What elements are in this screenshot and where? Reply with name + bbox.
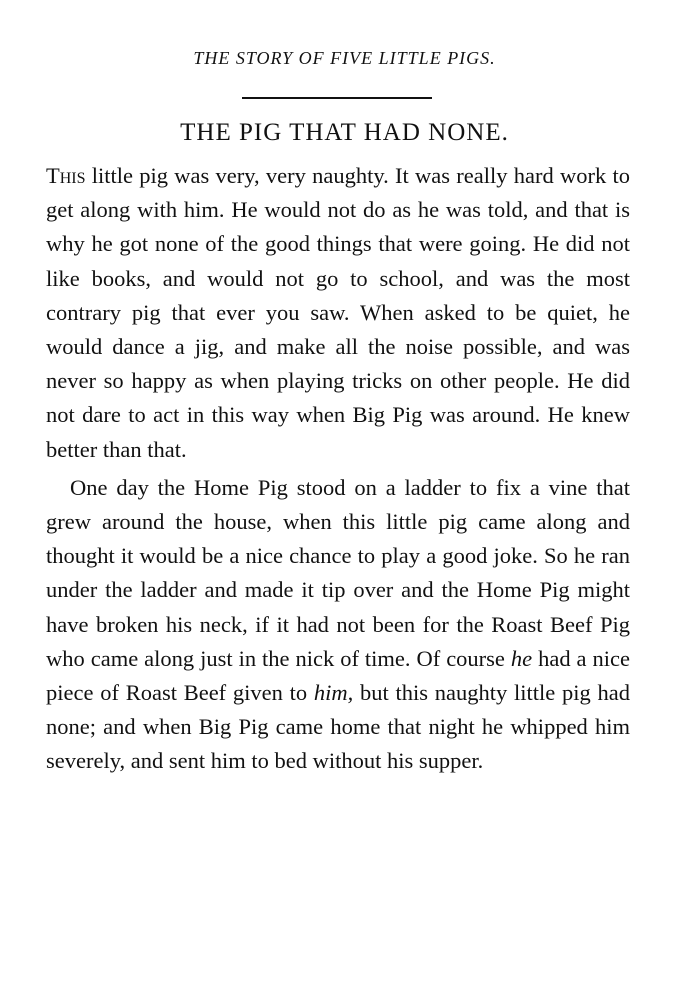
running-head: THE STORY OF FIVE LITTLE PIGS. xyxy=(193,48,496,68)
paragraph-2-text-b: had a nice piece of Roast Beef given to xyxy=(46,645,630,706)
paragraph-2-text-c: but this naughty little pig had none; and when Big Pig came home that night he whipped him severely, and sent him to bed without his supper. xyxy=(46,680,630,774)
paragraph-lead-word: This xyxy=(46,163,86,188)
paragraph-1 xyxy=(46,159,630,467)
emphasis-he: he xyxy=(510,645,533,671)
emphasis-him: him, xyxy=(313,680,354,706)
paragraph-2-text-a: One day the Home Pig stood on a ladder to fix a vine that grew around the house, when this little pig came along and thought it would be a nice chance to play a good joke. So he ran under the ladder and made it tip over and the Home Pig might have broken his neck, if it had not been for the Roast Beef Pig who came along just in the nick of time. Of course xyxy=(46,474,630,671)
paragraph-1-text: little pig was very, very naughty. It was really hard work to get along with him. He would not do as he was told, and that is why he got none of the good things that were going. He did not like books, and would not go to school, and was the most contrary pig that ever you saw. When asked to be quiet, he would dance a jig, and make all the noise possible, and was never so happy as when playing tricks on other people. He did not dare to act in this way when Big Pig was around. He knew better than that. xyxy=(46,163,630,462)
story-text xyxy=(46,159,630,779)
title-rule xyxy=(242,97,432,99)
paragraph-2 xyxy=(46,471,630,779)
chapter-title: THE PIG THAT HAD NONE. xyxy=(180,119,509,146)
